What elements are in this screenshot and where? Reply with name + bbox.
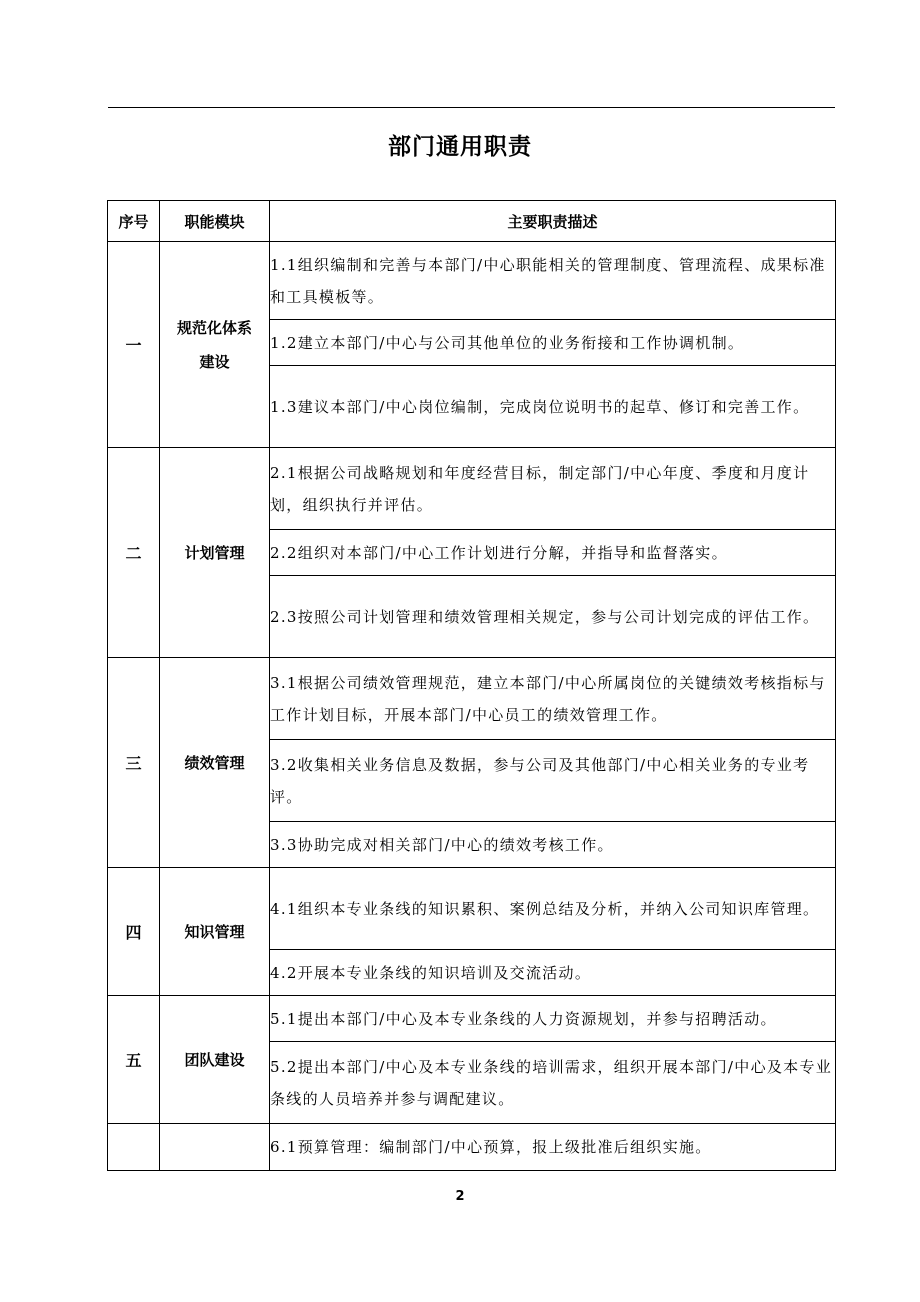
header-description: 主要职责描述 bbox=[270, 201, 836, 242]
duty-item: 4.1组织本专业条线的知识累积、案例总结及分析，并纳入公司知识库管理。 bbox=[270, 868, 836, 950]
table-row bbox=[108, 996, 836, 1042]
duty-item: 2.3按照公司计划管理和绩效管理相关规定，参与公司计划完成的评估工作。 bbox=[270, 576, 836, 658]
module-label: 团队建设 bbox=[184, 1050, 245, 1069]
table-row bbox=[108, 448, 836, 530]
duty-item: 1.2建立本部门/中心与公司其他单位的业务衔接和工作协调机制。 bbox=[270, 320, 836, 366]
duty-item: 1.3建议本部门/中心岗位编制，完成岗位说明书的起草、修订和完善工作。 bbox=[270, 366, 836, 448]
section-seq bbox=[108, 1124, 160, 1171]
section-module bbox=[160, 658, 270, 868]
duty-item: 6.1预算管理：编制部门/中心预算，报上级批准后组织实施。 bbox=[270, 1124, 836, 1171]
section-module bbox=[160, 448, 270, 658]
table-row bbox=[108, 868, 836, 950]
table-row bbox=[108, 1124, 836, 1171]
section-module bbox=[160, 868, 270, 996]
table-row bbox=[108, 658, 836, 740]
page-title: 部门通用职责 bbox=[388, 134, 532, 160]
duty-item: 3.3协助完成对相关部门/中心的绩效考核工作。 bbox=[270, 822, 836, 868]
section-seq: 五 bbox=[108, 996, 160, 1124]
header-seq: 序号 bbox=[108, 201, 160, 242]
duty-item: 5.1提出本部门/中心及本专业条线的人力资源规划，并参与招聘活动。 bbox=[270, 996, 836, 1042]
header-rule bbox=[108, 107, 835, 108]
module-label: 计划管理 bbox=[184, 543, 245, 562]
section-seq: 四 bbox=[108, 868, 160, 996]
duty-item: 2.2组织对本部门/中心工作计划进行分解，并指导和监督落实。 bbox=[270, 530, 836, 576]
duty-item: 3.1根据公司绩效管理规范，建立本部门/中心所属岗位的关键绩效考核指标与工作计划目标，开展本部门/中心员工的绩效管理工作。 bbox=[270, 658, 836, 740]
module-label: 建设 bbox=[199, 352, 230, 371]
page-number: 2 bbox=[455, 1189, 465, 1204]
duty-item: 1.1组织编制和完善与本部门/中心职能相关的管理制度、管理流程、成果标准和工具模板等。 bbox=[270, 242, 836, 320]
table-header-row bbox=[108, 201, 836, 242]
section-seq: 一 bbox=[108, 242, 160, 448]
duty-item: 4.2开展本专业条线的知识培训及交流活动。 bbox=[270, 950, 836, 996]
duty-item: 5.2提出本部门/中心及本专业条线的培训需求，组织开展本部门/中心及本专业条线的人员培养并参与调配建议。 bbox=[270, 1042, 836, 1124]
table-row bbox=[108, 242, 836, 320]
duties-table bbox=[107, 200, 836, 1171]
section-module bbox=[160, 242, 270, 448]
module-label: 规范化体系 bbox=[176, 318, 252, 337]
duty-item: 2.1根据公司战略规划和年度经营目标，制定部门/中心年度、季度和月度计划，组织执行并评估。 bbox=[270, 448, 836, 530]
section-module bbox=[160, 996, 270, 1124]
module-label: 知识管理 bbox=[184, 922, 245, 941]
duty-item: 3.2收集相关业务信息及数据，参与公司及其他部门/中心相关业务的专业考评。 bbox=[270, 740, 836, 822]
section-seq: 三 bbox=[108, 658, 160, 868]
section-module bbox=[160, 1124, 270, 1171]
section-seq: 二 bbox=[108, 448, 160, 658]
module-label: 绩效管理 bbox=[184, 753, 245, 772]
header-module: 职能模块 bbox=[160, 201, 270, 242]
